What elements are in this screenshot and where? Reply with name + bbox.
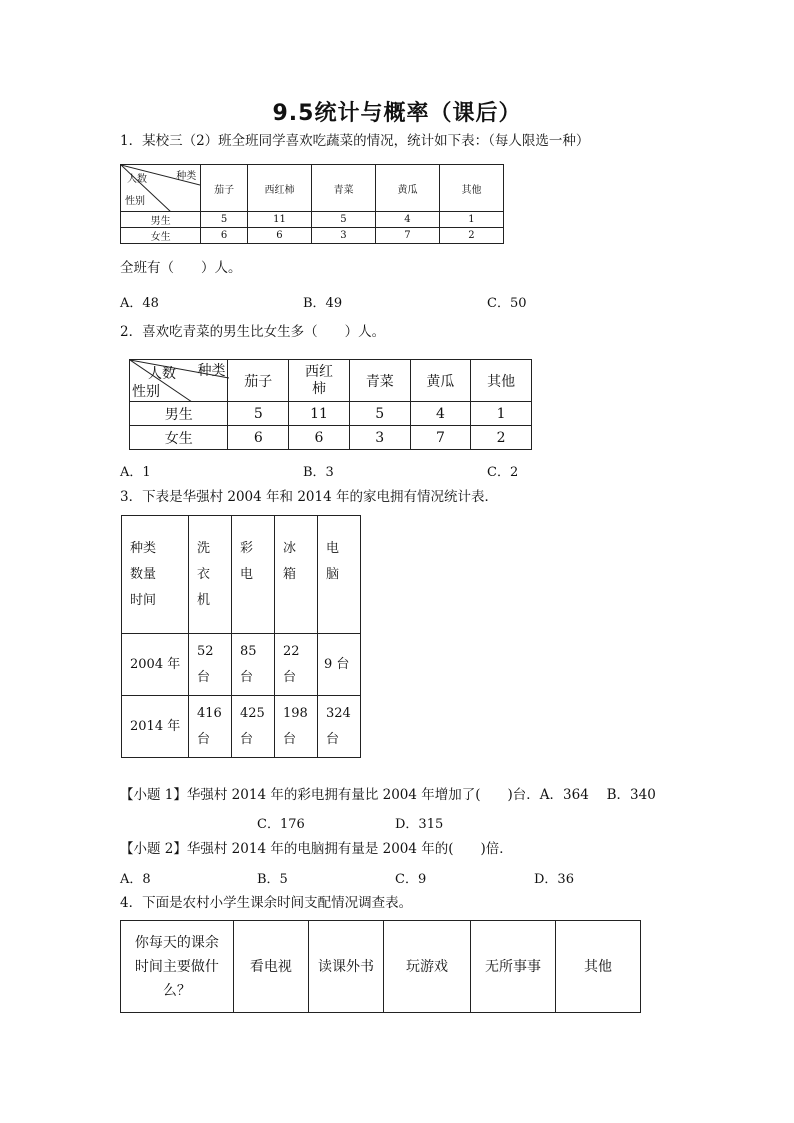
q4-question-line: 么？ xyxy=(162,982,191,999)
q1-corner-mid: 人数 xyxy=(127,174,147,185)
q3-cell xyxy=(189,634,232,696)
q2-cell: 1 xyxy=(471,402,532,426)
q1-cell: 5 xyxy=(311,212,375,228)
q3-cell xyxy=(318,696,361,758)
q3-sub2-option-c: C．9 xyxy=(395,872,427,887)
q3-cell xyxy=(275,634,318,696)
q3-sub2-option-a: A．8 xyxy=(120,872,151,887)
q1-corner-cell xyxy=(121,165,201,212)
q2-option-b: B．3 xyxy=(303,465,334,480)
q2-header-cell: 其他 xyxy=(471,360,532,402)
q1-cell: 11 xyxy=(247,212,311,228)
q3-sub2-option-d: D．36 xyxy=(534,872,574,887)
q3-header-char: 电 xyxy=(326,540,340,556)
q3-header-char: 冰 xyxy=(283,540,297,556)
q3-header-char: 衣 xyxy=(197,566,211,582)
q2-row-label: 男生 xyxy=(130,402,228,426)
q3-sub1-option-c: C．176 xyxy=(257,817,305,832)
q3-cell-line: 台 xyxy=(283,731,297,747)
q2-cell: 6 xyxy=(289,426,350,450)
q2-cell: 5 xyxy=(228,402,289,426)
q1-text: 1．某校三（2）班全班同学喜欢吃蔬菜的情况，统计如下表：（每人限选一种） xyxy=(120,133,590,149)
q1-cell: 4 xyxy=(375,212,439,228)
q1-cell: 6 xyxy=(201,228,248,244)
q4-question-line: 你每天的课余 xyxy=(134,934,219,951)
q3-cell-line: 425 xyxy=(240,705,265,721)
q3-cell-line: 台 xyxy=(240,669,254,685)
q1-corner-top: 种类 xyxy=(176,171,197,182)
q2-header-cell: 黄瓜 xyxy=(410,360,471,402)
q2-table xyxy=(129,359,532,450)
q3-cell xyxy=(232,696,275,758)
q3-row-label: 2004 年 xyxy=(122,634,189,696)
q3-cell xyxy=(189,696,232,758)
q3-corner-line: 时间 xyxy=(130,592,157,608)
q3-header-cell xyxy=(189,516,232,634)
q1-corner-bottom: 性别 xyxy=(125,196,145,207)
q1-option-c: C．50 xyxy=(487,296,527,311)
q3-header-char: 洗 xyxy=(197,540,211,556)
q1-cell: 5 xyxy=(201,212,248,228)
q1-header-cell: 黄瓜 xyxy=(375,165,439,212)
q4-text: 4．下面是农村小学生课余时间支配情况调查表。 xyxy=(120,895,413,911)
q3-sub1: 【小题 1】华强村 2014 年的彩电拥有量比 2004 年增加了( )台．A．364 B．340 xyxy=(120,787,656,803)
q1-table xyxy=(120,164,504,244)
q1-cell: 3 xyxy=(311,228,375,244)
q1-cell: 2 xyxy=(439,228,503,244)
q3-header-cell xyxy=(318,516,361,634)
q1-header-cell: 其他 xyxy=(439,165,503,212)
q4-question-line: 时间主要做什 xyxy=(134,958,219,975)
q2-corner-bottom: 性别 xyxy=(132,384,160,400)
q2-cell: 3 xyxy=(349,426,410,450)
q2-option-a: A．1 xyxy=(120,465,151,480)
q4-table xyxy=(120,920,641,1013)
q2-header-cell: 青菜 xyxy=(349,360,410,402)
q2-option-c: C．2 xyxy=(487,465,519,480)
q2-corner-mid: 人数 xyxy=(148,366,176,382)
q3-header-cell xyxy=(275,516,318,634)
q3-sub2-option-b: B．5 xyxy=(257,872,288,887)
q3-cell-line: 416 xyxy=(197,705,222,721)
q3-corner-line: 种类 xyxy=(130,540,157,556)
q2-header-line: 西红 xyxy=(305,363,334,380)
q1-option-b: B．49 xyxy=(303,296,343,311)
q4-question-cell xyxy=(121,921,234,1013)
q3-header-char: 彩 xyxy=(240,540,254,556)
q3-table xyxy=(121,515,361,758)
q3-header-char: 机 xyxy=(197,592,211,608)
q3-cell-line: 台 xyxy=(197,731,211,747)
q1-header-cell: 西红柿 xyxy=(247,165,311,212)
q3-corner-cell xyxy=(122,516,189,634)
q1-cell: 1 xyxy=(439,212,503,228)
q3-cell xyxy=(232,634,275,696)
q2-text: 2．喜欢吃青菜的男生比女生多（ ）人。 xyxy=(120,324,386,340)
q3-cell-line: 台 xyxy=(326,731,340,747)
q3-sub2: 【小题 2】华强村 2014 年的电脑拥有量是 2004 年的( )倍． xyxy=(120,841,513,857)
q3-cell-line: 324 xyxy=(326,705,351,721)
q1-header-cell: 茄子 xyxy=(201,165,248,212)
q1-header-cell: 青菜 xyxy=(311,165,375,212)
q1-cell: 6 xyxy=(247,228,311,244)
q3-cell-line: 台 xyxy=(283,669,297,685)
q4-header-cell: 无所事事 xyxy=(470,921,555,1013)
q3-header-cell xyxy=(232,516,275,634)
q2-cell: 2 xyxy=(471,426,532,450)
q3-row-label: 2014 年 xyxy=(122,696,189,758)
q4-header-cell: 玩游戏 xyxy=(384,921,471,1013)
q3-corner-line: 数量 xyxy=(130,566,157,582)
q2-header-line: 柿 xyxy=(312,380,327,397)
q4-header-cell: 看电视 xyxy=(233,921,308,1013)
q3-cell-line: 9 台 xyxy=(324,656,350,672)
q4-header-cell: 读课外书 xyxy=(308,921,383,1013)
q1-cell: 7 xyxy=(375,228,439,244)
q1-row-label: 女生 xyxy=(121,228,201,244)
q2-header-cell: 茄子 xyxy=(228,360,289,402)
q2-cell: 5 xyxy=(349,402,410,426)
q3-header-char: 箱 xyxy=(283,566,297,582)
q2-cell: 4 xyxy=(410,402,471,426)
page-title: 9.5统计与概率（课后） xyxy=(272,101,522,126)
q3-cell-line: 台 xyxy=(197,669,211,685)
q3-cell-line: 85 xyxy=(240,643,257,659)
q2-header-cell xyxy=(289,360,350,402)
q2-cell: 11 xyxy=(289,402,350,426)
q2-row-label: 女生 xyxy=(130,426,228,450)
q1-option-a: A．48 xyxy=(120,296,159,311)
q3-cell xyxy=(318,634,361,696)
q2-cell: 7 xyxy=(410,426,471,450)
q3-header-char: 电 xyxy=(240,566,254,582)
q2-corner-top: 种类 xyxy=(197,363,226,379)
q2-cell: 6 xyxy=(228,426,289,450)
q3-cell-line: 198 xyxy=(283,705,308,721)
q3-cell xyxy=(275,696,318,758)
q3-cell-line: 台 xyxy=(240,731,254,747)
q3-sub1-option-d: D．315 xyxy=(395,817,444,832)
q3-header-char: 脑 xyxy=(326,566,340,582)
q2-corner-cell xyxy=(130,360,228,402)
q3-cell-line: 22 xyxy=(283,643,300,659)
q1-stem: 全班有（ ）人。 xyxy=(120,260,242,276)
q3-cell-line: 52 xyxy=(197,643,214,659)
q1-row-label: 男生 xyxy=(121,212,201,228)
q3-text: 3．下表是华强村 2004 年和 2014 年的家电拥有情况统计表． xyxy=(120,489,498,505)
q4-header-cell: 其他 xyxy=(555,921,640,1013)
